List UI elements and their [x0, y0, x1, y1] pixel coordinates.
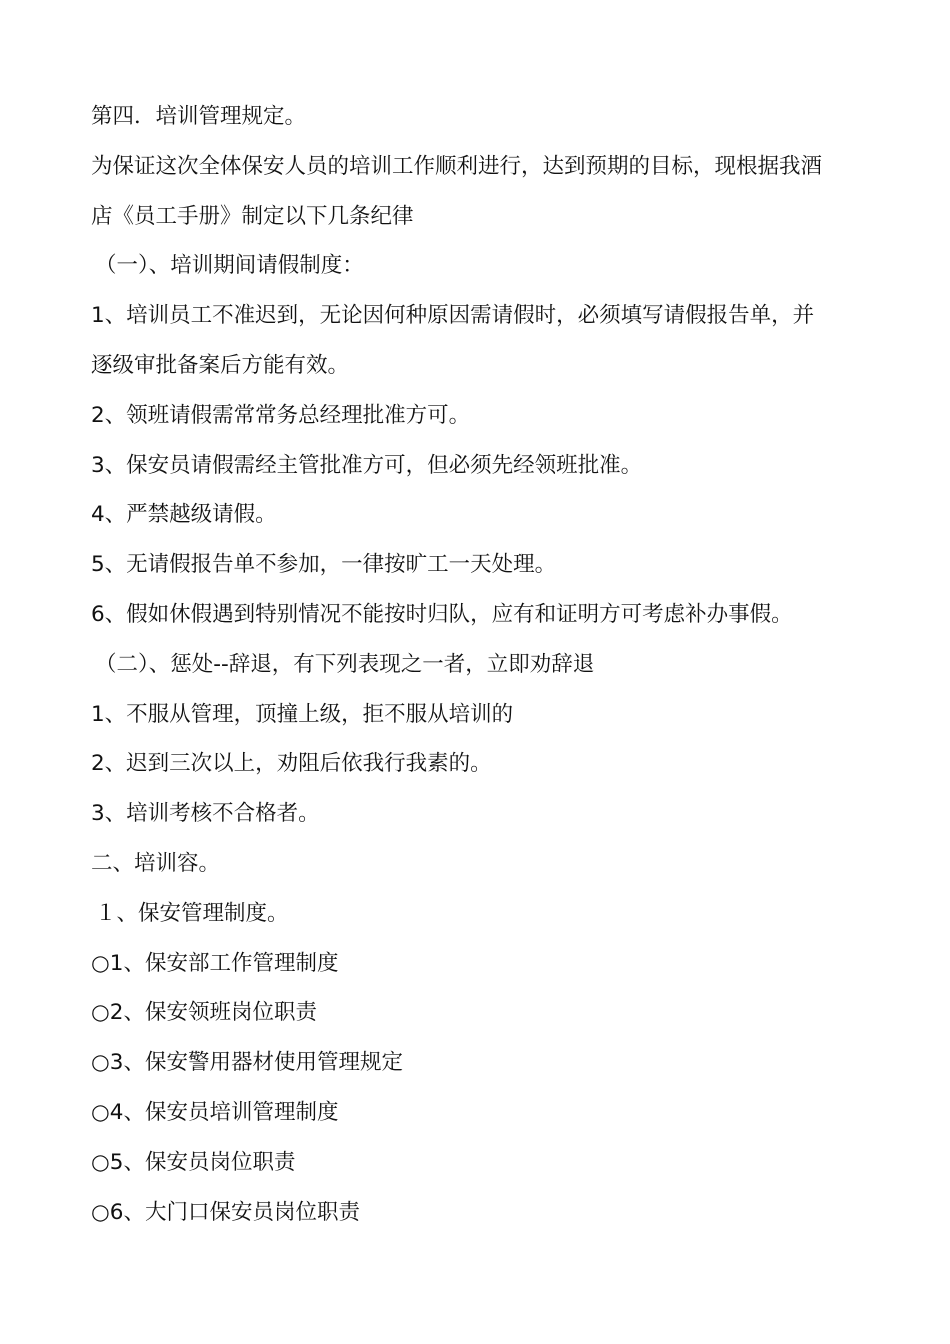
- paragraph-line: 为保证这次全体保安人员的培训工作顺利进行，达到预期的目标，现根据我酒: [91, 153, 823, 179]
- subsection-heading: １、保安管理制度。: [95, 900, 289, 926]
- list-item: 3、培训考核不合格者。: [91, 801, 320, 827]
- list-item: ○5、保安员岗位职责: [91, 1149, 296, 1175]
- section-heading: 二、培训容。: [91, 850, 221, 876]
- list-item: 4、严禁越级请假。: [91, 502, 277, 528]
- paragraph-line: 店《员工手册》制定以下几条纪律: [91, 203, 414, 229]
- list-item: 1、不服从管理，顶撞上级，拒不服从培训的: [91, 701, 514, 727]
- subsection-heading: （二）、惩处--辞退，有下列表现之一者，立即劝辞退: [95, 651, 595, 677]
- list-item: 5、无请假报告单不参加，一律按旷工一天处理。: [91, 552, 557, 578]
- list-item: 3、保安员请假需经主管批准方可，但必须先经领班批准。: [91, 452, 643, 478]
- section-heading: 第四．培训管理规定。: [91, 104, 307, 129]
- list-item: ○1、保安部工作管理制度: [91, 950, 339, 976]
- subsection-heading: （一）、培训期间请假制度：: [95, 253, 364, 279]
- list-item: 2、领班请假需常常务总经理批准方可。: [91, 402, 471, 428]
- document-body: [91, 92, 861, 1237]
- list-item: 6、假如休假遇到特别情况不能按时归队，应有和证明方可考虑补办事假。: [91, 601, 793, 627]
- list-item: ○6、大门口保安员岗位职责: [91, 1199, 360, 1225]
- list-item: 2、迟到三次以上，劝阻后依我行我素的。: [91, 751, 492, 777]
- list-item-continuation: 逐级审批备案后方能有效。: [91, 352, 350, 378]
- list-item: ○4、保安员培训管理制度: [91, 1099, 339, 1125]
- list-item: ○2、保安领班岗位职责: [91, 1000, 317, 1026]
- list-item: 1、培训员工不准迟到，无论因何种原因需请假时，必须填写请假报告单，并: [91, 303, 815, 329]
- list-item: ○3、保安警用器材使用管理规定: [91, 1050, 403, 1076]
